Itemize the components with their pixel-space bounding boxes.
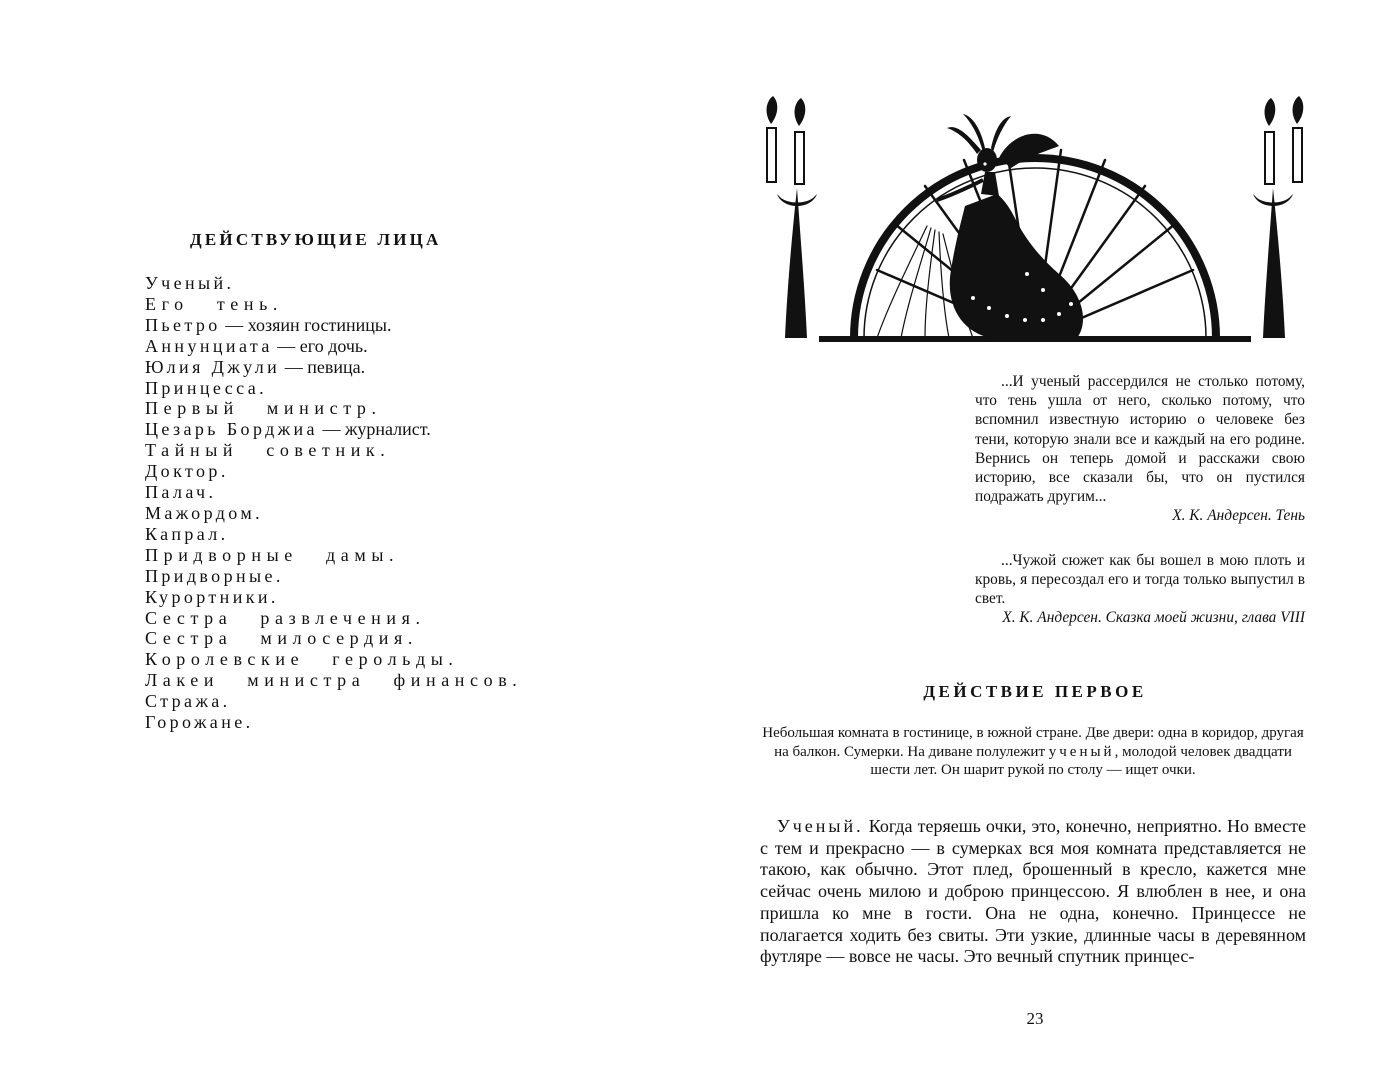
act-heading: ДЕЙСТВИЕ ПЕРВОЕ — [923, 682, 1147, 701]
epigraph-attribution: Х. К. Андерсен. Сказка моей жизни, глава VIII — [1002, 609, 1305, 627]
character-name: Юлия Джули — [145, 356, 281, 377]
cast-item — [145, 649, 522, 670]
stage-direction-character: ученый — [1048, 743, 1115, 760]
character-name: Королевские герольды. — [145, 649, 459, 670]
character-name: Доктор. — [145, 461, 229, 482]
character-name: Первый министр. — [145, 398, 382, 419]
character-name: Палач. — [145, 482, 217, 503]
cast-item — [145, 670, 522, 691]
epigraph-attribution: Х. К. Андерсен. Тень — [1172, 507, 1305, 525]
character-name: Стража. — [145, 691, 231, 712]
cast-item — [145, 608, 522, 629]
character-name: Принцесса. — [145, 377, 268, 398]
character-description: — певица. — [280, 356, 366, 377]
cast-item — [145, 378, 522, 399]
cast-item — [145, 294, 522, 315]
speech-text: Когда теряешь очки, это, конечно, неприятно. Но вместе с тем и прекрасно — в сумерках вся моя комната представляется не такою, как обычно. Этот плед, брошенный в кресло, кажется мне сейчас очень милою и доброю принцессою. Я влюблен в нее, и она пришла ко мне в гости. Она не одна, конечно. Принцессе не полагается ходить без свиты. Эти узкие, длинные часы в деревянном футляре — вовсе не часы. Это вечный спутник принцес- — [760, 816, 1306, 967]
character-name: Пьетро — [145, 314, 221, 335]
stage-direction-text: Небольшая комната в гостинице, в южной стране. Две двери: одна в коридор, другая на балкон. Сумерки. На диване полулежит — [762, 725, 1304, 760]
cast-item — [145, 482, 522, 503]
cast-item — [145, 503, 522, 524]
cast-item — [145, 336, 522, 357]
cast-item — [145, 440, 522, 461]
character-name: Его тень. — [145, 293, 284, 314]
cast-item — [145, 398, 522, 419]
dancer-with-fan-and-candelabra-illustration — [759, 94, 1311, 344]
character-name: Тайный советник. — [145, 440, 391, 461]
character-name: Ученый. — [145, 273, 235, 293]
cast-item — [145, 315, 522, 336]
stage-direction-text-end: , молодой человек двадцати шести лет. Он шарит рукой по столу — ищет очки. — [870, 743, 1292, 778]
character-name: Мажордом. — [145, 502, 264, 523]
character-name: Капрал. — [145, 523, 229, 544]
cast-item — [145, 691, 522, 712]
speaker-name: Ученый. — [777, 816, 864, 836]
character-name: Горожане. — [145, 712, 254, 733]
epigraph — [975, 372, 1305, 526]
character-name: Сестра развлечения. — [145, 607, 426, 628]
cast-item — [145, 566, 522, 587]
cast-heading: ДЕЙСТВУЮЩИЕ ЛИЦА — [190, 230, 442, 249]
character-description: — хозяин гостиницы. — [220, 314, 392, 335]
cast-item — [145, 545, 522, 566]
character-name: Лакеи министра финансов. — [145, 670, 523, 691]
cast-item — [145, 273, 522, 294]
cast-item — [145, 587, 522, 608]
character-name: Курортники. — [145, 586, 279, 607]
character-description: — его дочь. — [272, 335, 368, 356]
page-number: 23 — [1026, 1009, 1044, 1028]
epigraphs — [975, 372, 1305, 627]
character-name: Придворные дамы. — [145, 544, 400, 565]
character-name: Аннунциата — [145, 335, 273, 356]
cast-item — [145, 628, 522, 649]
cast-item — [145, 712, 522, 733]
epigraph-text: ...И ученый рассердился не столько потому, что тень ушла от него, сколько потому, что вспомнил известную историю о человеке без тени, которую знали все и каждый на его родине. Вернись он теперь домой и расскажи свою историю, все сказали бы, что он пустился подражать другим... — [975, 373, 1305, 506]
character-name: Сестра милосердия. — [145, 628, 419, 649]
right-page — [690, 0, 1380, 1080]
epigraph — [975, 551, 1305, 628]
cast-item — [145, 461, 522, 482]
character-description: — журналист. — [317, 419, 431, 440]
epigraph-text: ...Чужой сюжет как бы вошел в мою плоть и кровь, я пересоздал его и тогда только выпустил в свет. — [975, 551, 1305, 608]
cast-item — [145, 357, 522, 378]
cast-list — [145, 273, 522, 733]
character-name: Цезарь Борджиа — [145, 419, 318, 440]
cast-item — [145, 419, 522, 440]
character-name: Придворные. — [145, 565, 284, 586]
cast-item — [145, 524, 522, 545]
dialogue-paragraph — [760, 816, 1306, 968]
stage-direction — [760, 724, 1306, 780]
